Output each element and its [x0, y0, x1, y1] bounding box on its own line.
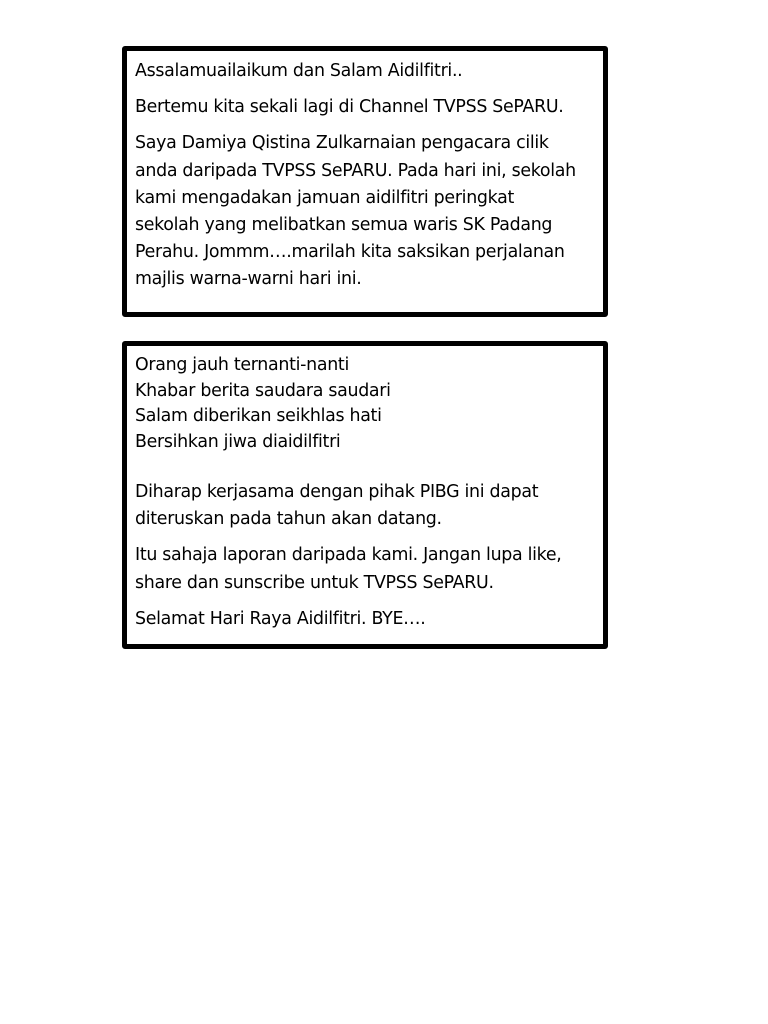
hope-line: Diharap kerjasama dengan pihak PIBG ini dapat: [135, 482, 539, 502]
report-line: Itu sahaja laporan daripada kami. Jangan lupa like,: [135, 545, 562, 566]
farewell-text: Selamat Hari Raya Aidilfitri. BYE….: [135, 608, 426, 629]
intro-paragraph: [135, 130, 595, 293]
hope-line: diteruskan pada tahun akan datang.: [135, 509, 442, 530]
pantun-line: Salam diberikan seikhlas hati: [135, 406, 382, 426]
intro-line: anda daripada TVPSS SePARU. Pada hari ini, sekolah: [135, 160, 576, 181]
hope-paragraph: [135, 479, 595, 533]
closing-script-box: [122, 341, 608, 649]
pantun-line: Khabar berita saudara saudari: [135, 380, 391, 401]
welcome-text: Bertemu kita sekali lagi di Channel TVPSS SePARU.: [135, 97, 564, 118]
intro-script-box: [122, 46, 608, 317]
report-line: share dan sunscribe untuk TVPSS SePARU.: [135, 572, 494, 593]
intro-line: kami mengadakan jamuan aidilfitri peringkat: [135, 187, 515, 208]
greeting-text: Assalamuailaikum dan Salam Aidilfitri..: [135, 61, 463, 81]
intro-line: majlis warna-warni hari ini.: [135, 269, 362, 290]
intro-line: sekolah yang melibatkan semua waris SK Padang: [135, 215, 553, 236]
report-paragraph: [135, 542, 595, 596]
intro-line: Saya Damiya Qistina Zulkarnaian pengacara cilik: [135, 133, 549, 154]
intro-line: Perahu. Jommm….marilah kita saksikan perjalanan: [135, 242, 565, 263]
pantun-verse: [135, 353, 595, 455]
pantun-line: Bersihkan jiwa diaidilfitri: [135, 431, 341, 452]
pantun-line: Orang jauh ternanti-nanti: [135, 355, 349, 375]
